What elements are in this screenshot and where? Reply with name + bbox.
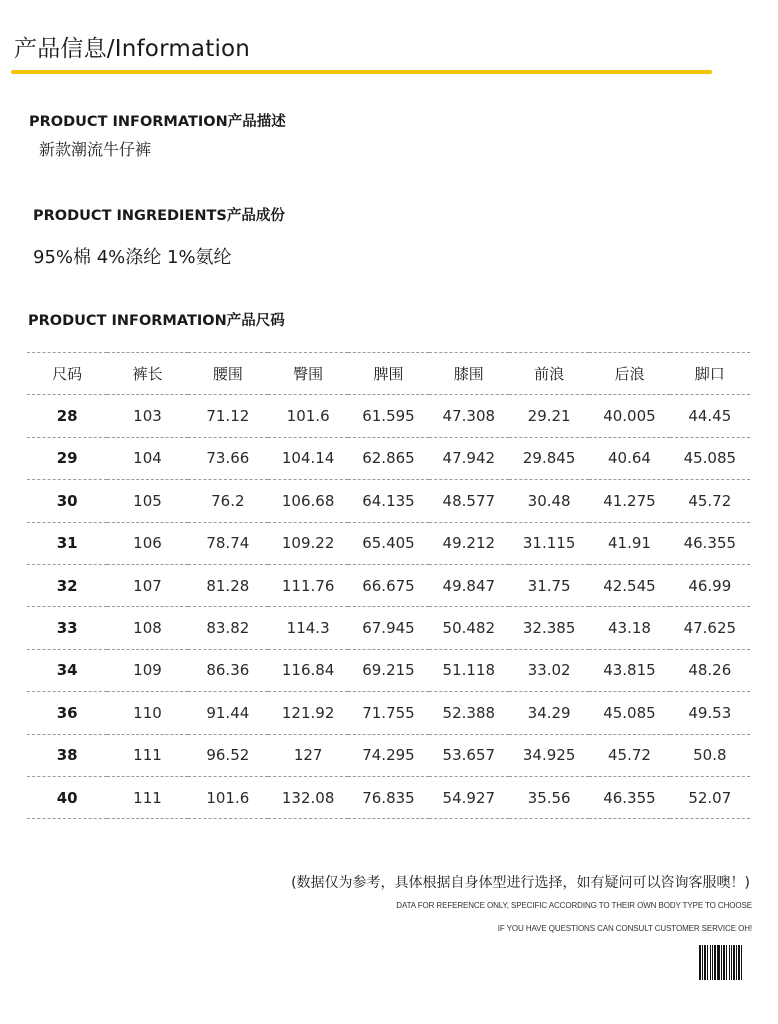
measurement-cell: 30.48 xyxy=(509,480,589,522)
column-header: 前浪 xyxy=(509,353,589,395)
measurement-cell: 86.36 xyxy=(188,649,268,691)
measurement-cell: 52.07 xyxy=(670,776,750,818)
header-accent-bar xyxy=(11,70,712,74)
measurement-cell: 69.215 xyxy=(348,649,428,691)
measurement-cell: 78.74 xyxy=(188,522,268,564)
size-cell: 32 xyxy=(27,564,107,606)
page-title: 产品信息/Information xyxy=(14,36,251,62)
description-heading: PRODUCT INFORMATION产品描述 xyxy=(29,114,286,130)
measurement-cell: 62.865 xyxy=(348,437,428,479)
column-header: 腰围 xyxy=(188,353,268,395)
measurement-cell: 45.72 xyxy=(670,480,750,522)
reference-note-en: DATA FOR REFERENCE ONLY, SPECIFIC ACCORDING TO THEIR OWN BODY TYPE TO CHOOSE xyxy=(396,901,752,910)
measurement-cell: 67.945 xyxy=(348,607,428,649)
measurement-cell: 107 xyxy=(107,564,187,606)
size-cell: 40 xyxy=(27,776,107,818)
measurement-cell: 71.755 xyxy=(348,692,428,734)
measurement-cell: 101.6 xyxy=(268,395,348,437)
measurement-cell: 114.3 xyxy=(268,607,348,649)
measurement-cell: 111 xyxy=(107,776,187,818)
measurement-cell: 76.835 xyxy=(348,776,428,818)
measurement-cell: 111 xyxy=(107,734,187,776)
reference-note-cn: (数据仅为参考，具体根据自身体型进行选择，如有疑问可以咨询客服噢！) xyxy=(291,875,750,891)
measurement-cell: 109.22 xyxy=(268,522,348,564)
size-cell: 38 xyxy=(27,734,107,776)
measurement-cell: 64.135 xyxy=(348,480,428,522)
measurement-cell: 127 xyxy=(268,734,348,776)
measurement-cell: 47.308 xyxy=(429,395,509,437)
table-header-row xyxy=(27,353,750,395)
description-text: 新款潮流牛仔裤 xyxy=(39,140,152,159)
table-row xyxy=(27,607,750,649)
table-row xyxy=(27,692,750,734)
table-row xyxy=(27,734,750,776)
consult-note-en: IF YOU HAVE QUESTIONS CAN CONSULT CUSTOMER SERVICE OH! xyxy=(497,924,752,933)
column-header: 膝围 xyxy=(429,353,509,395)
measurement-cell: 74.295 xyxy=(348,734,428,776)
measurement-cell: 111.76 xyxy=(268,564,348,606)
measurement-cell: 41.275 xyxy=(589,480,669,522)
measurement-cell: 41.91 xyxy=(589,522,669,564)
measurement-cell: 110 xyxy=(107,692,187,734)
measurement-cell: 73.66 xyxy=(188,437,268,479)
measurement-cell: 47.942 xyxy=(429,437,509,479)
measurement-cell: 31.75 xyxy=(509,564,589,606)
measurement-cell: 49.212 xyxy=(429,522,509,564)
measurement-cell: 52.388 xyxy=(429,692,509,734)
measurement-cell: 34.925 xyxy=(509,734,589,776)
measurement-cell: 48.577 xyxy=(429,480,509,522)
measurement-cell: 66.675 xyxy=(348,564,428,606)
table-row xyxy=(27,395,750,437)
measurement-cell: 53.657 xyxy=(429,734,509,776)
measurement-cell: 50.482 xyxy=(429,607,509,649)
column-header: 脚口 xyxy=(670,353,750,395)
table-row xyxy=(27,776,750,818)
measurement-cell: 121.92 xyxy=(268,692,348,734)
measurement-cell: 46.355 xyxy=(589,776,669,818)
measurement-cell: 76.2 xyxy=(188,480,268,522)
measurement-cell: 40.005 xyxy=(589,395,669,437)
measurement-cell: 91.44 xyxy=(188,692,268,734)
column-header: 后浪 xyxy=(589,353,669,395)
size-cell: 29 xyxy=(27,437,107,479)
measurement-cell: 81.28 xyxy=(188,564,268,606)
measurement-cell: 47.625 xyxy=(670,607,750,649)
measurement-cell: 103 xyxy=(107,395,187,437)
measurement-cell: 106 xyxy=(107,522,187,564)
measurement-cell: 29.845 xyxy=(509,437,589,479)
size-cell: 36 xyxy=(27,692,107,734)
measurement-cell: 61.595 xyxy=(348,395,428,437)
size-table xyxy=(27,352,750,819)
measurement-cell: 101.6 xyxy=(188,776,268,818)
measurement-cell: 104 xyxy=(107,437,187,479)
column-header: 脾围 xyxy=(348,353,428,395)
measurement-cell: 109 xyxy=(107,649,187,691)
measurement-cell: 116.84 xyxy=(268,649,348,691)
size-cell: 33 xyxy=(27,607,107,649)
barcode-icon xyxy=(699,945,751,980)
measurement-cell: 83.82 xyxy=(188,607,268,649)
ingredients-text: 95%棉 4%涤纶 1%氨纶 xyxy=(33,247,232,268)
table-row xyxy=(27,649,750,691)
measurement-cell: 54.927 xyxy=(429,776,509,818)
measurement-cell: 45.085 xyxy=(670,437,750,479)
column-header: 尺码 xyxy=(27,353,107,395)
measurement-cell: 31.115 xyxy=(509,522,589,564)
measurement-cell: 49.847 xyxy=(429,564,509,606)
measurement-cell: 29.21 xyxy=(509,395,589,437)
table-row xyxy=(27,522,750,564)
measurement-cell: 104.14 xyxy=(268,437,348,479)
column-header: 臀围 xyxy=(268,353,348,395)
measurement-cell: 45.72 xyxy=(589,734,669,776)
measurement-cell: 65.405 xyxy=(348,522,428,564)
size-cell: 34 xyxy=(27,649,107,691)
measurement-cell: 49.53 xyxy=(670,692,750,734)
measurement-cell: 45.085 xyxy=(589,692,669,734)
measurement-cell: 108 xyxy=(107,607,187,649)
measurement-cell: 42.545 xyxy=(589,564,669,606)
size-cell: 30 xyxy=(27,480,107,522)
measurement-cell: 105 xyxy=(107,480,187,522)
measurement-cell: 33.02 xyxy=(509,649,589,691)
ingredients-heading: PRODUCT INGREDIENTS产品成份 xyxy=(33,208,285,224)
measurement-cell: 96.52 xyxy=(188,734,268,776)
measurement-cell: 46.99 xyxy=(670,564,750,606)
measurement-cell: 51.118 xyxy=(429,649,509,691)
table-row xyxy=(27,437,750,479)
measurement-cell: 43.815 xyxy=(589,649,669,691)
measurement-cell: 43.18 xyxy=(589,607,669,649)
measurement-cell: 71.12 xyxy=(188,395,268,437)
measurement-cell: 35.56 xyxy=(509,776,589,818)
measurement-cell: 44.45 xyxy=(670,395,750,437)
size-cell: 31 xyxy=(27,522,107,564)
measurement-cell: 132.08 xyxy=(268,776,348,818)
measurement-cell: 50.8 xyxy=(670,734,750,776)
measurement-cell: 48.26 xyxy=(670,649,750,691)
table-row xyxy=(27,564,750,606)
measurement-cell: 46.355 xyxy=(670,522,750,564)
table-row xyxy=(27,480,750,522)
measurement-cell: 106.68 xyxy=(268,480,348,522)
measurement-cell: 34.29 xyxy=(509,692,589,734)
measurement-cell: 40.64 xyxy=(589,437,669,479)
measurement-cell: 32.385 xyxy=(509,607,589,649)
size-cell: 28 xyxy=(27,395,107,437)
size-heading: PRODUCT INFORMATION产品尺码 xyxy=(28,313,285,329)
column-header: 裤长 xyxy=(107,353,187,395)
table-body xyxy=(27,395,750,819)
